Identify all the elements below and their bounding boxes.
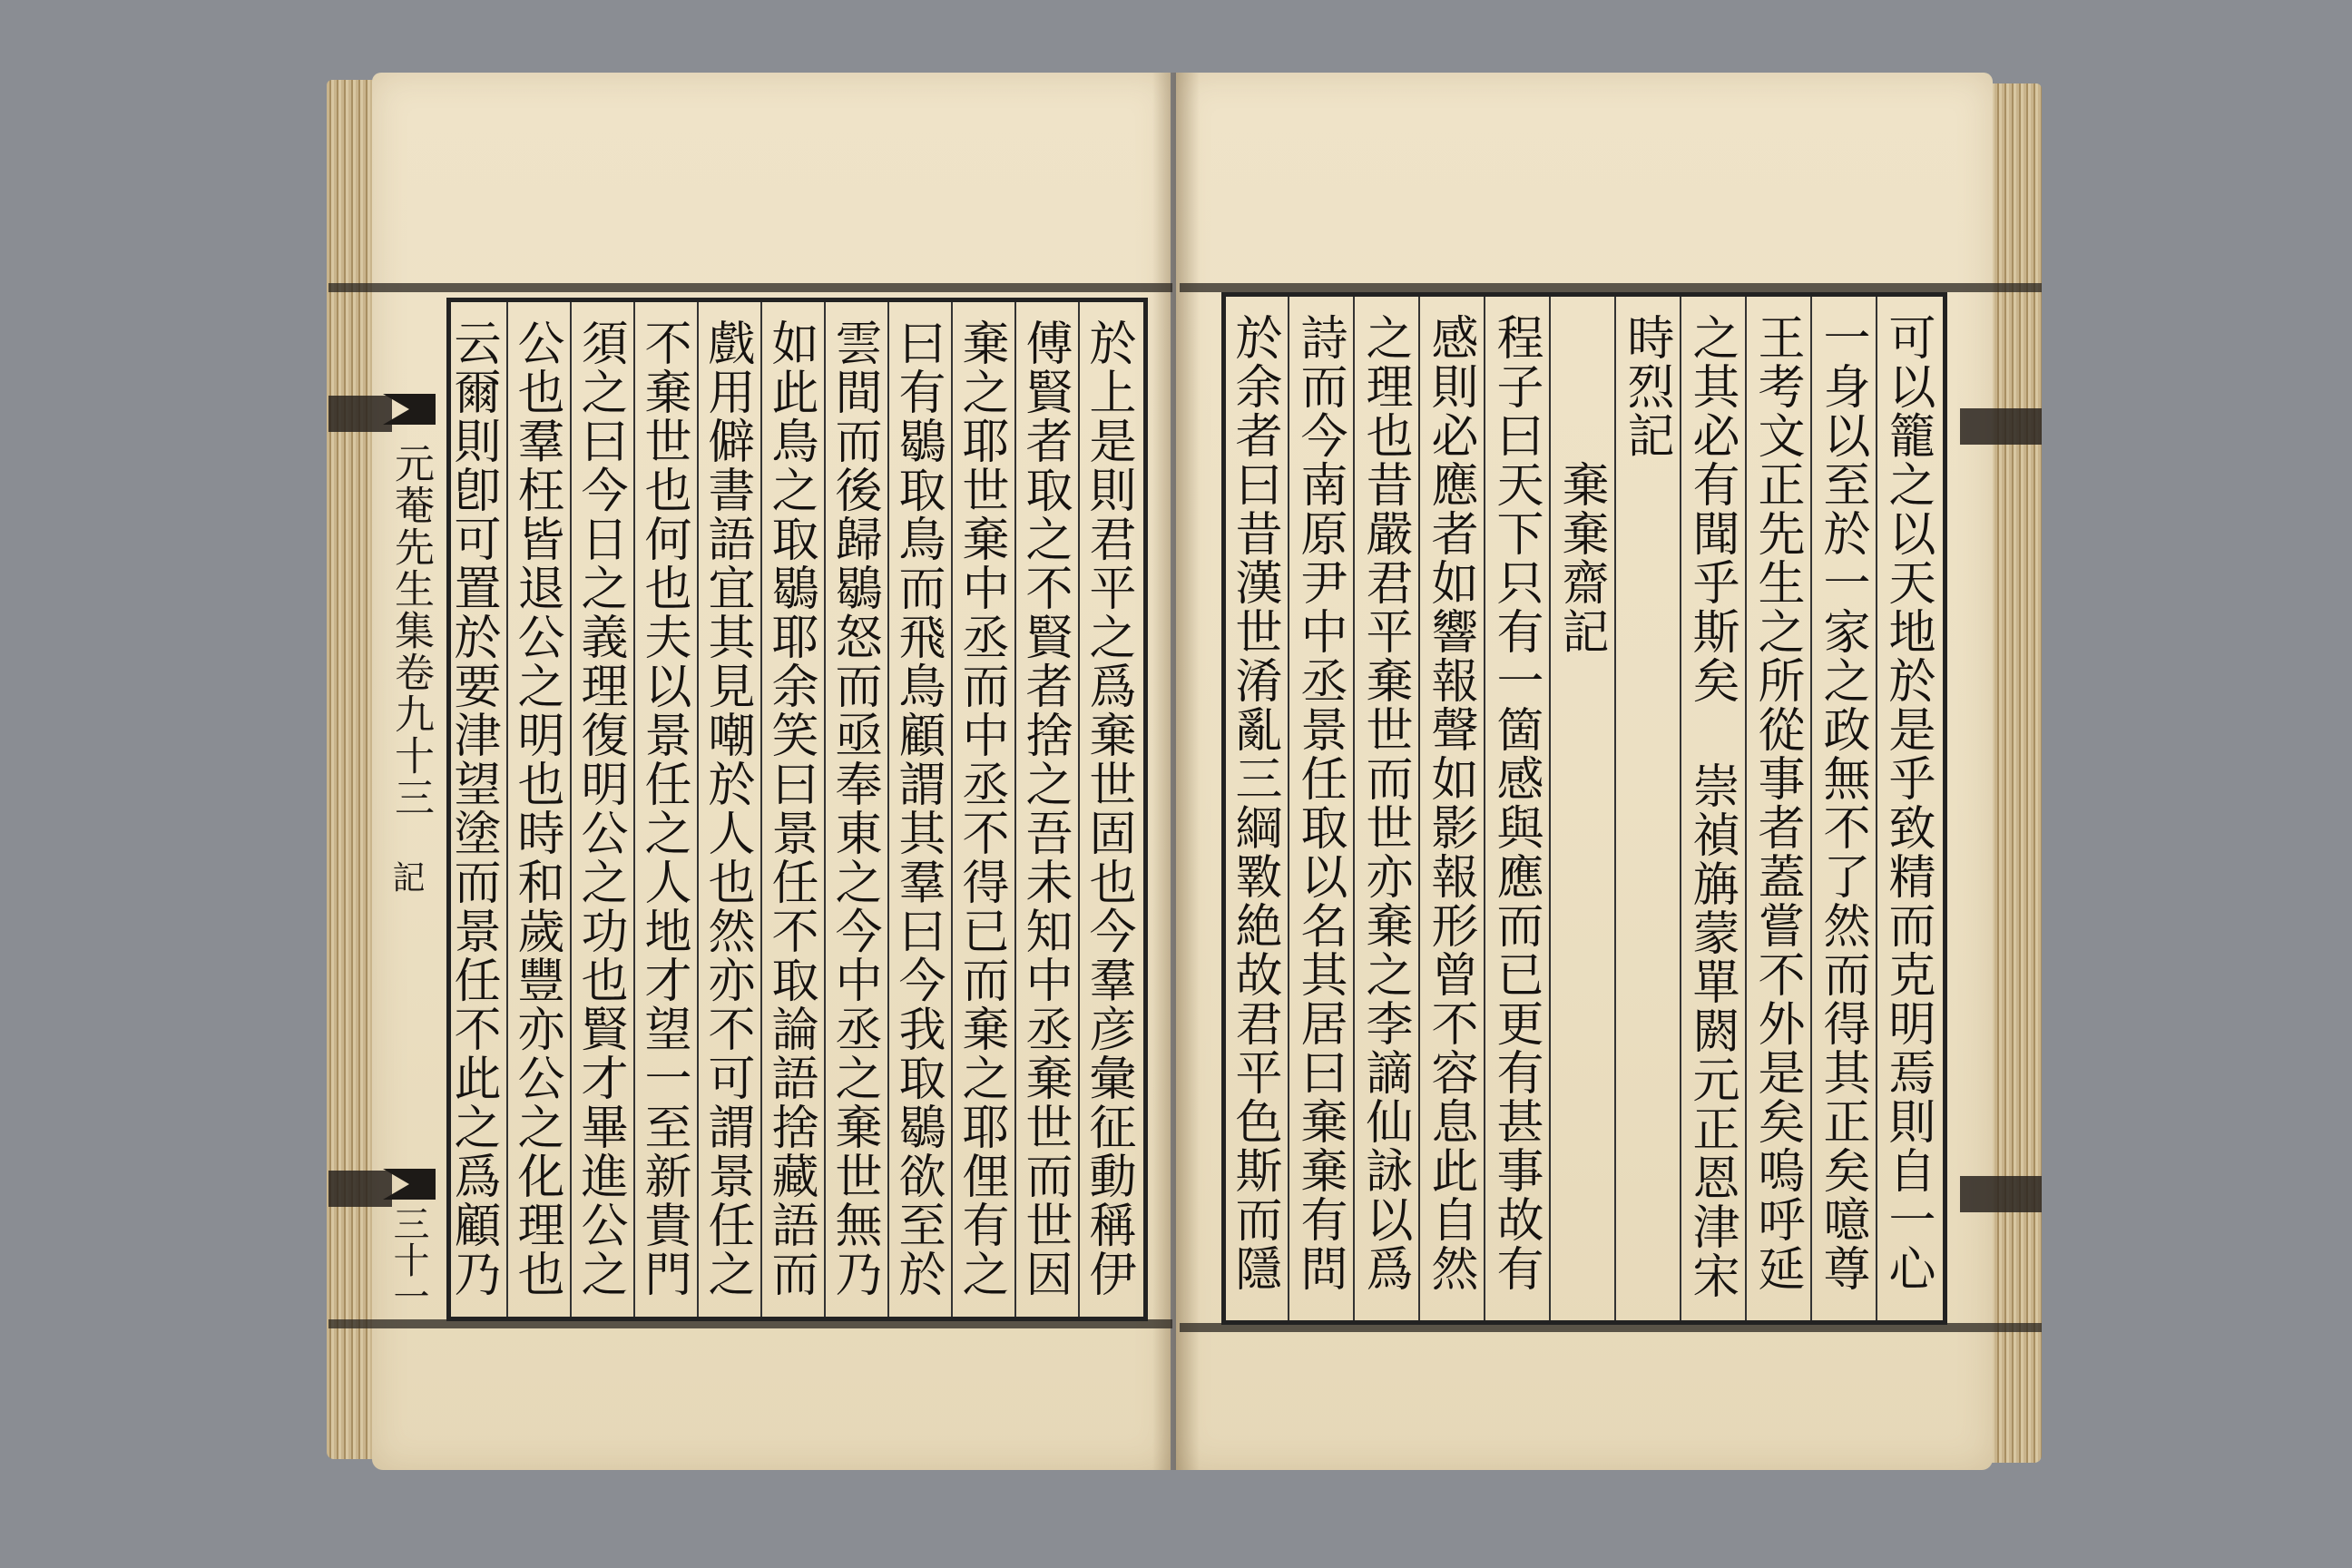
text-column: 於上是則君平之爲棄世固也今羣彦彙征動稱伊 <box>1081 318 1135 1298</box>
text-column: 棄之耶世棄中丞而中丞不得已而棄之耶俚有之 <box>954 318 1008 1298</box>
column-rule <box>887 302 889 1317</box>
column-rule <box>1418 297 1420 1320</box>
column-rule <box>1353 297 1355 1320</box>
text-column: 於余者曰昔漢世淆亂三綱斁絶故君平色斯而隱 <box>1227 313 1281 1293</box>
binding-thread <box>328 283 1172 292</box>
section-label: 記 <box>387 860 425 893</box>
text-column: 公也羣枉皆退公之明也時和歲豐亦公之化理也 <box>509 318 564 1298</box>
left-page-banxin <box>372 298 446 1321</box>
column-rule <box>1876 297 1877 1320</box>
text-column: 曰有鶡取鳥而飛鳥顧謂其羣曰今我取鶡欲至於 <box>890 318 945 1298</box>
column-rule <box>1549 297 1551 1320</box>
column-rule <box>1810 297 1812 1320</box>
text-column: 一身以至於一家之政無不了然而得其正矣噫尊 <box>1815 313 1869 1293</box>
text-column: 傅賢者取之不賢者捨之吾未知中丞棄世而世因 <box>1017 318 1072 1298</box>
column-rule <box>824 302 826 1317</box>
column-rule <box>506 302 508 1317</box>
text-column: 不棄世也何也夫以景任之人地才望一至新貴門 <box>636 318 691 1298</box>
essay-title: 棄棄齋記 <box>1553 313 1608 656</box>
fish-tail-mark-icon <box>383 1169 436 1200</box>
text-column: 時烈記 <box>1619 313 1673 460</box>
page-number: 三十一 <box>387 1205 429 1314</box>
text-column: 如此鳥之取鶡耶余笑曰景任不取論語捨藏語而 <box>763 318 818 1298</box>
column-rule <box>1014 302 1016 1317</box>
text-column: 詩而今南原尹中丞景任取以名其居曰棄棄有問 <box>1292 313 1347 1293</box>
column-rule <box>951 302 953 1317</box>
left-text-frame <box>446 298 1148 1321</box>
book-title: 元菴先生集卷九十三 <box>387 443 434 818</box>
binding-thread <box>1960 1176 2042 1212</box>
column-rule <box>1078 302 1080 1317</box>
text-column: 之理也昔嚴君平棄世而世亦棄之李謫仙詠以爲 <box>1357 313 1412 1293</box>
text-column: 戲用僻書語宜其見嘲於人也然亦不可謂景任之 <box>700 318 754 1298</box>
fish-tail-mark-icon <box>383 394 436 425</box>
text-column: 雲間而後歸鶡怒而亟奉東之今中丞之棄世無乃 <box>827 318 881 1298</box>
right-text-frame <box>1221 292 1947 1325</box>
column-rule <box>697 302 699 1317</box>
text-column: 程子曰天下只有一箇感與應而已更有甚事故有 <box>1488 313 1543 1293</box>
text-column: 王考文正先生之所從事者蓋嘗不外是矣嗚呼延 <box>1749 313 1804 1293</box>
column-rule <box>1680 297 1681 1320</box>
text-column: 須之曰今日之義理復明公之功也賢才畢進公之 <box>573 318 627 1298</box>
binding-thread <box>1180 283 2042 292</box>
column-rule <box>633 302 635 1317</box>
column-rule <box>1484 297 1485 1320</box>
text-column: 可以籠之以天地於是乎致精而克明焉則自一心 <box>1880 313 1935 1293</box>
column-rule <box>1745 297 1747 1320</box>
column-rule <box>1288 297 1289 1320</box>
column-rule <box>760 302 762 1317</box>
book-gutter <box>1152 73 1200 1470</box>
binding-thread <box>1960 408 2042 445</box>
column-rule <box>570 302 572 1317</box>
text-column: 感則必應者如響報聲如影報形曾不容息此自然 <box>1423 313 1477 1293</box>
column-rule <box>1614 297 1616 1320</box>
text-column: 云爾則卽可置於要津望塗而景任不此之爲顧乃 <box>446 318 500 1298</box>
text-column: 之其必有聞乎斯矣 崇禎㫋蒙單閼元正恩津宋 <box>1684 313 1739 1300</box>
